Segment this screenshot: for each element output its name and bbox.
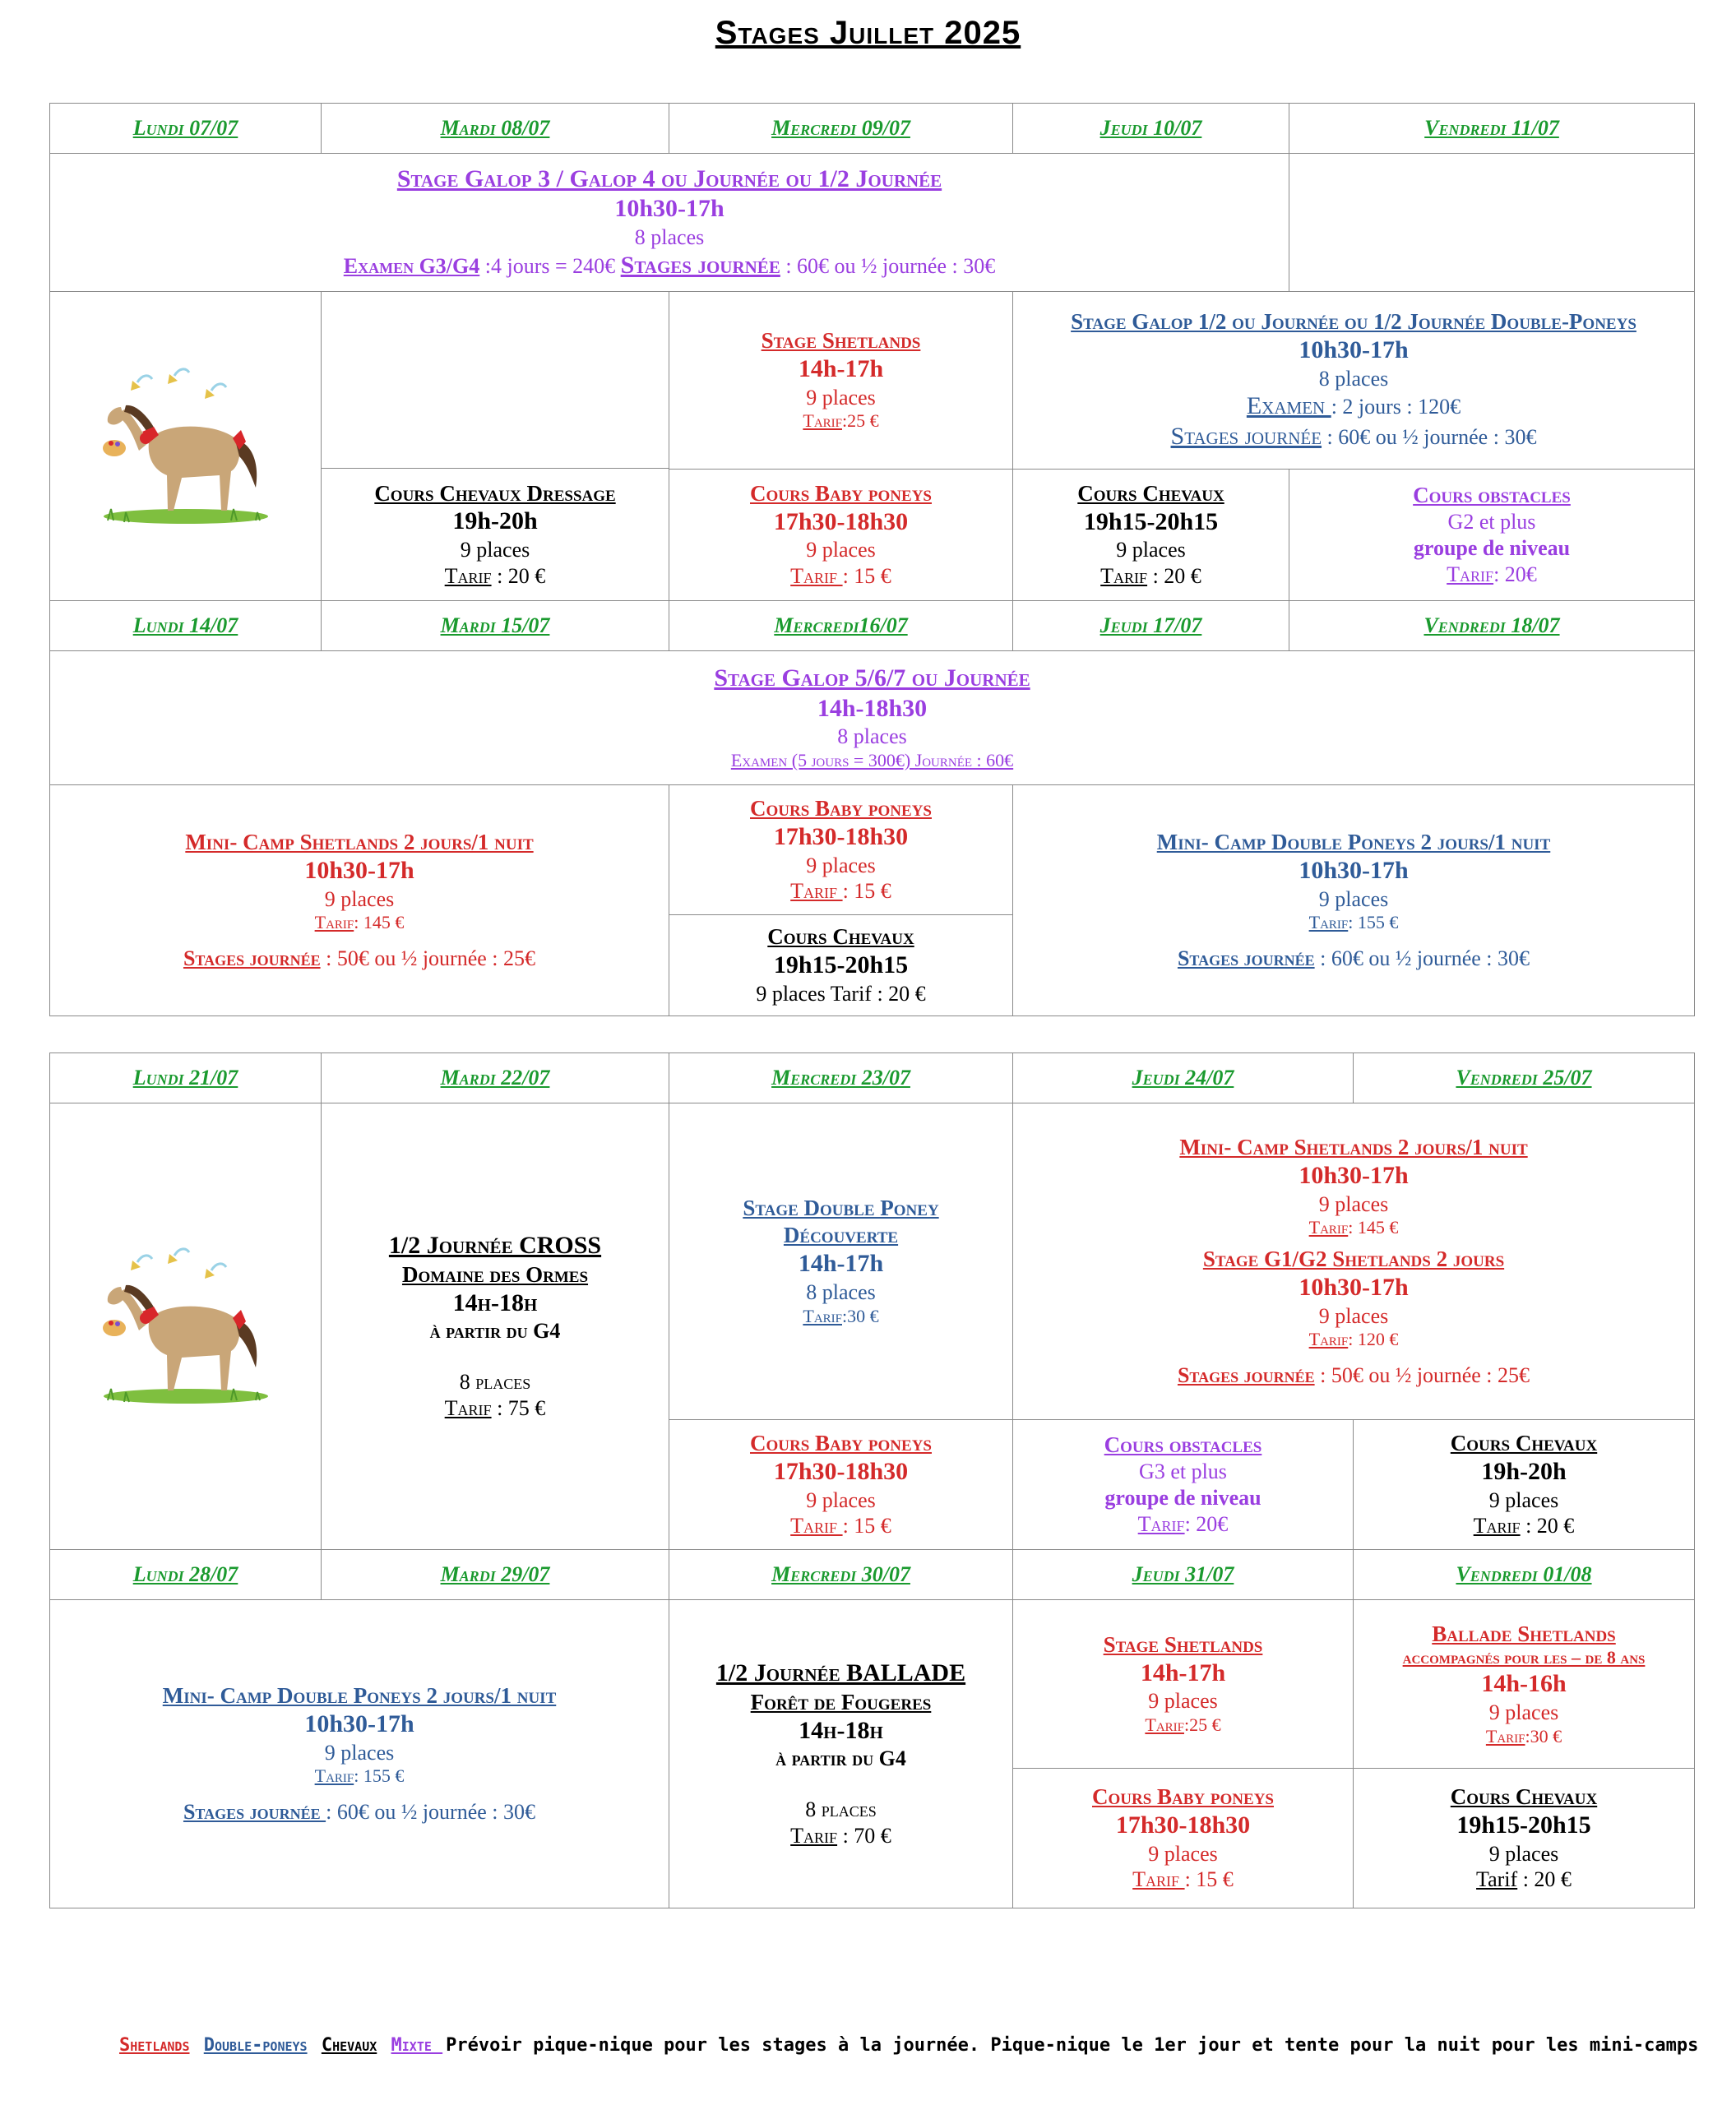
day-header: Jeudi 17/07 (1013, 601, 1289, 651)
empty-cell (1289, 154, 1695, 292)
day-header: Mercredi 30/07 (669, 1550, 1013, 1600)
week3-day-header-row (50, 1053, 1695, 1103)
legend-double-poneys: Double-poneys (203, 2035, 308, 2056)
day-header: Vendredi 11/07 (1289, 104, 1695, 154)
stage-galop-3-4-cell (50, 154, 1289, 292)
day-header: Vendredi 18/07 (1289, 601, 1695, 651)
pony-illustration (91, 364, 280, 529)
stage-galop-1-2-cell: Stage Galop 1/2 ou Journée ou 1/2 Journée Double-Poneys 10h30-17h 8 places Examen : 2 jours : 120€ Stages journée : 60€ ou ½ journée : 30€ (1013, 292, 1695, 470)
cours-baby-poneys-cell: Cours Baby poneys 17h30-18h30 9 places Tarif : 15 € (669, 469, 1013, 600)
stage-shetlands-cell: Stage Shetlands 14h-17h 9 places Tarif:25 € (669, 292, 1013, 470)
legend (119, 2035, 1699, 2056)
cours-chevaux-cell: Cours Chevaux 19h15-20h15 9 places Tarif : 20 € (669, 915, 1013, 1016)
cours-chevaux-cell: Cours Chevaux 19h15-20h15 9 places Tarif : 20 € (1354, 1769, 1695, 1908)
ballade-cell: 1/2 Journée BALLADE Forêt de Fougeres 14h-18h à partir du G4 8 places Tarif : 70 € (669, 1600, 1013, 1908)
day-header: Jeudi 31/07 (1013, 1550, 1354, 1600)
cours-baby-poneys-cell: Cours Baby poneys 17h30-18h30 9 places Tarif : 15 € (1013, 1769, 1354, 1908)
day-header: Mercredi 23/07 (669, 1053, 1013, 1103)
cours-baby-poneys-cell: Cours Baby poneys 17h30-18h30 9 places Tarif : 15 € (669, 785, 1013, 915)
cours-chevaux-cell: Cours Chevaux 19h-20h 9 places Tarif : 20 € (1354, 1420, 1695, 1550)
legend-note: Prévoir pique-nique pour les stages à la journée. Pique-nique le 1er jour et tente pour la nuit pour les mini-camps (446, 2035, 1699, 2056)
mini-camp-double-poneys-cell: Mini- Camp Double Poneys 2 jours/1 nuit 10h30-17h 9 places Tarif: 155 € Stages journée : 60€ ou ½ journée : 30€ (50, 1600, 669, 1908)
week4-day-header-row (50, 1550, 1695, 1600)
cours-obstacles-cell: Cours obstacles G3 et plus groupe de niveau Tarif: 20€ (1013, 1420, 1354, 1550)
day-header: Mardi 08/07 (322, 104, 669, 154)
day-header: Mardi 15/07 (322, 601, 669, 651)
day-header: Mardi 22/07 (322, 1053, 669, 1103)
day-header: Jeudi 24/07 (1013, 1053, 1354, 1103)
day-header: Lundi 21/07 (50, 1053, 322, 1103)
pony-image-cell (50, 292, 322, 601)
week2-day-header-row (50, 601, 1695, 651)
mini-camp-double-poneys-cell: Mini- Camp Double Poneys 2 jours/1 nuit 10h30-17h 9 places Tarif: 155 € Stages journée : 60€ ou ½ journée : 30€ (1013, 785, 1695, 1016)
legend-mixte: Mixte (391, 2035, 443, 2056)
mini-camp-shetlands-g1g2-cell: Mini- Camp Shetlands 2 jours/1 nuit 10h30-17h 9 places Tarif: 145 € Stage G1/G2 Shetlands 2 jours 10h30-17h 9 places Tarif: 120 € Stages journée : 50€ ou ½ journée : 25€ (1013, 1103, 1695, 1420)
stage-double-poney-decouverte-cell: Stage Double Poney Découverte 14h-17h 8 places Tarif:30 € (669, 1103, 1013, 1420)
page-title: Stages Juillet 2025 (715, 15, 1021, 51)
stage-shetlands-cell: Stage Shetlands 14h-17h 9 places Tarif:25 € (1013, 1600, 1354, 1769)
event-pricing: Examen G3/G4 :4 jours = 240€ Stages journée : 60€ ou ½ journée : 30€ (343, 251, 996, 279)
cours-chevaux-cell: Cours Chevaux 19h15-20h15 9 places Tarif : 20 € (1013, 469, 1289, 600)
stage-galop-5-6-7-cell: Stage Galop 5/6/7 ou Journée 14h-18h30 8 places Examen (5 jours = 300€) Journée : 60€ (50, 651, 1695, 785)
day-header: Lundi 07/07 (50, 104, 322, 154)
cross-cell: 1/2 Journée CROSS Domaine des Ormes 14h-18h à partir du G4 8 places Tarif : 75 € (322, 1103, 669, 1550)
day-header: Lundi 14/07 (50, 601, 322, 651)
schedule-table-2 (49, 1052, 1695, 1908)
empty-cell (322, 292, 669, 469)
cours-obstacles-cell: Cours obstacles G2 et plus groupe de niveau Tarif: 20€ (1289, 469, 1695, 600)
pony-image-cell (50, 1103, 322, 1550)
event-places: 8 places (634, 224, 705, 249)
week1-day-header-row (50, 104, 1695, 154)
legend-chevaux: Chevaux (321, 2035, 377, 2056)
event-title: Stage Galop 3 / Galop 4 ou Journée ou 1/2 Journée (396, 164, 942, 192)
ballade-shetlands-cell: Ballade Shetlands accompagnés pour les – de 8 ans 14h-16h 9 places Tarif:30 € (1354, 1600, 1695, 1769)
event-time: 10h30-17h (614, 195, 724, 223)
pony-illustration (91, 1244, 280, 1409)
day-header: Jeudi 10/07 (1013, 104, 1289, 154)
mini-camp-shetlands-cell: Mini- Camp Shetlands 2 jours/1 nuit 10h30-17h 9 places Tarif: 145 € Stages journée : 50€ ou ½ journée : 25€ (50, 785, 669, 1016)
schedule-table-1 (49, 103, 1695, 1016)
cours-chevaux-dressage: Cours Chevaux Dressage 19h-20h 9 places Tarif : 20 € (374, 480, 616, 588)
legend-shetlands: Shetlands (119, 2035, 190, 2056)
day-header: Lundi 28/07 (50, 1550, 322, 1600)
day-header: Vendredi 01/08 (1354, 1550, 1695, 1600)
day-header: Vendredi 25/07 (1354, 1053, 1695, 1103)
mardi-split-cell (322, 292, 669, 601)
day-header: Mardi 29/07 (322, 1550, 669, 1600)
cours-baby-poneys-cell: Cours Baby poneys 17h30-18h30 9 places Tarif : 15 € (669, 1420, 1013, 1550)
day-header: Mercredi 09/07 (669, 104, 1013, 154)
day-header: Mercredi16/07 (669, 601, 1013, 651)
